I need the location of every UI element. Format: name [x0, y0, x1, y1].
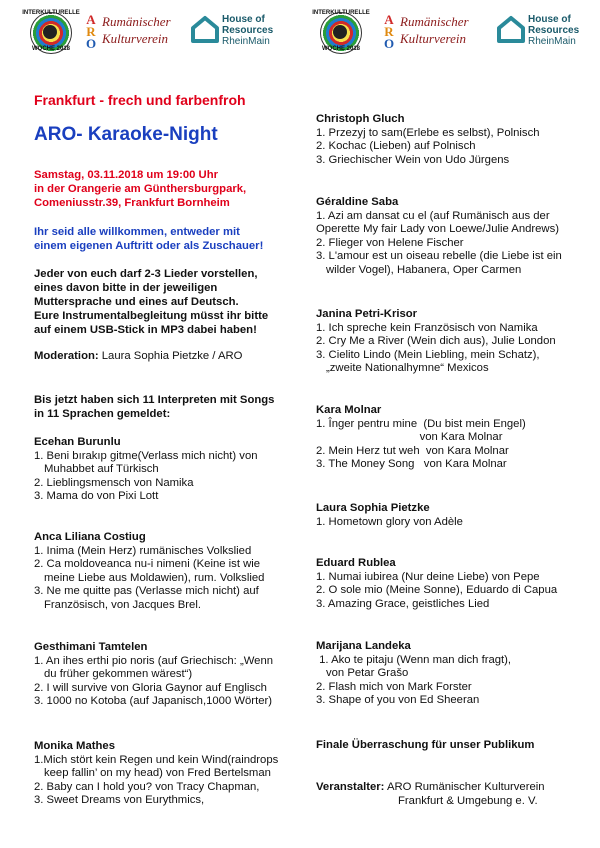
rules-line: Jeder von euch darf 2-3 Lieder vorstellen, — [34, 268, 258, 280]
aro-mark-r: R — [384, 24, 394, 39]
performer-block — [34, 531, 264, 613]
song-line: 1. Beni bırakıp gitme(Verlass mich nicht) von — [34, 449, 258, 462]
performer-name: Eduard Rublea — [316, 557, 396, 569]
song-line: 2. Lieblingsmensch von Namika — [34, 476, 194, 489]
finale-text: Finale Überraschung für unser Publikum — [316, 739, 535, 751]
song-line: 1. Numai iubirea (Nur deine Liebe) von Pepe — [316, 570, 540, 583]
tagline: Frankfurt - frech und farbenfroh — [34, 92, 246, 108]
hor-line1: House of — [222, 14, 265, 25]
song-line: 3. Sweet Dreams von Eurythmics, — [34, 794, 205, 807]
song-line: 1. Înger pentru mine (Du bist mein Engel) — [316, 417, 526, 430]
moderation-value: Laura Sophia Pietzke / ARO — [98, 350, 243, 362]
organizer-label: Veranstalter: — [316, 781, 385, 793]
aro-name-line2: Kulturverein — [400, 31, 466, 46]
ik-arc-text: INTERKULTURELLE — [312, 10, 370, 16]
performer-name: Anca Liliana Costiug — [34, 531, 146, 543]
logo-row-right — [312, 10, 582, 54]
song-line: 3. Mama do von Pixi Lott — [34, 490, 159, 503]
intro-line: in 11 Sprachen gemeldet: — [34, 408, 171, 420]
song-line: „zweite Nationalhymne“ Mexicos — [326, 362, 489, 375]
event-date: Samstag, 03.11.2018 um 19:00 Uhr — [34, 169, 218, 181]
rules-line: Muttersprache und eines auf Deutsch. — [34, 296, 239, 308]
performer-name: Christoph Gluch — [316, 113, 405, 125]
aro-name-line1: Rumänischer — [102, 14, 171, 29]
song-line: 1. Hometown glory von Adèle — [316, 515, 463, 528]
song-line: 2. I will survive von Gloria Gaynor auf Englisch — [34, 681, 267, 694]
hor-line1: House of — [528, 14, 571, 25]
rules-line: eines davon bitte in der jeweiligen — [34, 282, 218, 294]
performer-name: Kara Molnar — [316, 404, 382, 416]
song-line: Muhabbet auf Türkisch — [44, 463, 159, 476]
song-line: 1. An ihes erthi pio noris (auf Griechisch: „Wenn — [34, 654, 274, 667]
performer-name: Géraldine Saba — [316, 196, 399, 208]
performer-name: Ecehan Burunlu — [34, 436, 121, 448]
song-line: 2. Flash mich von Mark Forster — [316, 680, 472, 693]
welcome-line: Ihr seid alle willkommen, entweder mit — [34, 226, 240, 238]
aro-mark-r: R — [86, 24, 96, 39]
performer-name: Marijana Landeka — [316, 640, 411, 652]
aro-mark-a: A — [86, 12, 96, 27]
ik-year-text: WOCHE 2018 — [321, 46, 360, 52]
song-line: keep fallin’ on my head) von Fred Bertelsman — [44, 767, 271, 780]
rules-line: auf einem USB-Stick in MP3 dabei haben! — [34, 324, 257, 336]
song-line: 2. Ca moldoveanca nu-i nimeni (Keine ist wie — [34, 558, 261, 571]
ik-arc-text: INTERKULTURELLE — [22, 10, 80, 16]
event-address: Comeniusstr.39, Frankfurt Bornheim — [34, 197, 230, 209]
song-line: 2. O sole mio (Meine Sonne), Eduardo di Capua — [316, 584, 558, 597]
hor-line2: Resources — [528, 25, 580, 36]
song-line: 3. 1000 no Kotoba (auf Japanisch,1000 Wörter) — [34, 695, 273, 708]
organizer-line2: Frankfurt & Umgebung e. V. — [398, 795, 538, 807]
aro-mark-o: O — [85, 36, 97, 51]
intro-line: Bis jetzt haben sich 11 Interpreten mit Songs — [34, 394, 275, 406]
performer-block — [316, 113, 540, 167]
song-line: 1.Mich stört kein Regen und kein Wind(raindrops — [34, 753, 279, 766]
song-line: meine Liebe aus Moldawien), rum. Volkslied — [44, 571, 265, 584]
song-line: 3. Amazing Grace, geistliches Lied — [316, 597, 490, 610]
song-line: 1. Ich spreche kein Französisch von Namika — [316, 321, 538, 334]
aro-mark-o: O — [383, 36, 395, 51]
performer-name: Gesthimani Tamtelen — [34, 641, 148, 653]
organizer-line — [316, 781, 545, 795]
house-icon — [496, 14, 526, 44]
song-line: 2. Mein Herz tut weh von Kara Molnar — [316, 444, 509, 457]
performer-block — [34, 641, 273, 709]
organizer-name: ARO Rumänischer Kulturverein — [384, 781, 545, 793]
performer-block — [316, 308, 556, 376]
aro-name-line2: Kulturverein — [102, 31, 168, 46]
performer-block — [34, 436, 258, 504]
song-line: 3. Cielito Lindo (Mein Liebling, mein Schatz), — [316, 348, 540, 361]
song-line: 2. Cry Me a River (Wein dich aus), Julie London — [316, 335, 556, 348]
interkulturelle-woche-logo — [312, 10, 370, 54]
event-venue: in der Orangerie am Günthersburgpark, — [34, 183, 247, 195]
performer-block — [316, 502, 463, 529]
performer-block — [316, 404, 526, 472]
welcome-line: einem eigenen Auftritt oder als Zuschauer! — [34, 240, 264, 252]
song-line: Operette My fair Lady von Loewe/Julie Andrews) — [316, 223, 560, 236]
song-line: 1. Ako te pitaju (Wenn man dich fragt), — [316, 653, 512, 666]
song-line: 3. Griechischer Wein von Udo Jürgens — [316, 153, 510, 166]
song-line: von Kara Molnar — [316, 431, 503, 444]
performer-block — [34, 740, 278, 808]
hor-line2: Resources — [222, 25, 274, 36]
moderation — [34, 350, 242, 364]
rules-line: Eure Instrumentalbegleitung müsst ihr bitte — [34, 310, 269, 322]
song-line: 3. Ne me quitte pas (Verlasse mich nicht) auf — [34, 585, 259, 598]
house-icon — [190, 14, 220, 44]
song-line: 2. Baby can I hold you? von Tracy Chapman, — [34, 780, 260, 793]
song-line: du früher gekommen wärest“) — [44, 668, 193, 681]
song-line: 2. Kochac (Lieben) auf Polnisch — [316, 140, 476, 153]
aro-name-line1: Rumänischer — [400, 14, 469, 29]
hor-line3: RheinMain — [528, 36, 576, 47]
song-line: von Petar Grašo — [326, 667, 409, 680]
performer-block — [316, 557, 557, 611]
song-line: 3. The Money Song von Kara Molnar — [316, 458, 507, 471]
song-line: 2. Flieger von Helene Fischer — [316, 236, 464, 249]
aro-mark-a: A — [384, 12, 394, 27]
performer-block — [316, 640, 511, 708]
song-line: 1. Azi am dansat cu el (auf Rumänisch aus der — [316, 209, 550, 222]
interkulturelle-woche-logo — [22, 10, 80, 54]
performer-name: Monika Mathes — [34, 740, 115, 752]
performer-block — [316, 196, 562, 278]
eye-pupil-icon — [43, 25, 57, 39]
performer-name: Janina Petri-Krisor — [316, 308, 418, 320]
event-title: ARO- Karaoke-Night — [34, 124, 218, 145]
ik-year-text: WOCHE 2018 — [31, 46, 70, 52]
logo-row-left — [22, 10, 272, 54]
song-line: 1. Inima (Mein Herz) rumänisches Volkslied — [34, 544, 252, 557]
song-line: 3. L'amour est un oiseau rebelle (die Liebe ist ein — [316, 250, 562, 263]
hor-line3: RheinMain — [222, 36, 270, 47]
song-line: Französisch, von Jacques Brel. — [44, 598, 201, 611]
song-line: 1. Przezyj to sam(Erlebe es selbst), Polnisch — [316, 126, 540, 139]
aro-mark — [382, 14, 396, 50]
song-line: wilder Vogel), Habanera, Oper Carmen — [326, 263, 522, 276]
eye-pupil-icon — [333, 25, 347, 39]
aro-mark — [84, 14, 98, 50]
song-line: 3. Shape of you von Ed Sheeran — [316, 694, 480, 707]
moderation-label: Moderation: — [34, 350, 99, 362]
performer-name: Laura Sophia Pietzke — [316, 502, 430, 514]
